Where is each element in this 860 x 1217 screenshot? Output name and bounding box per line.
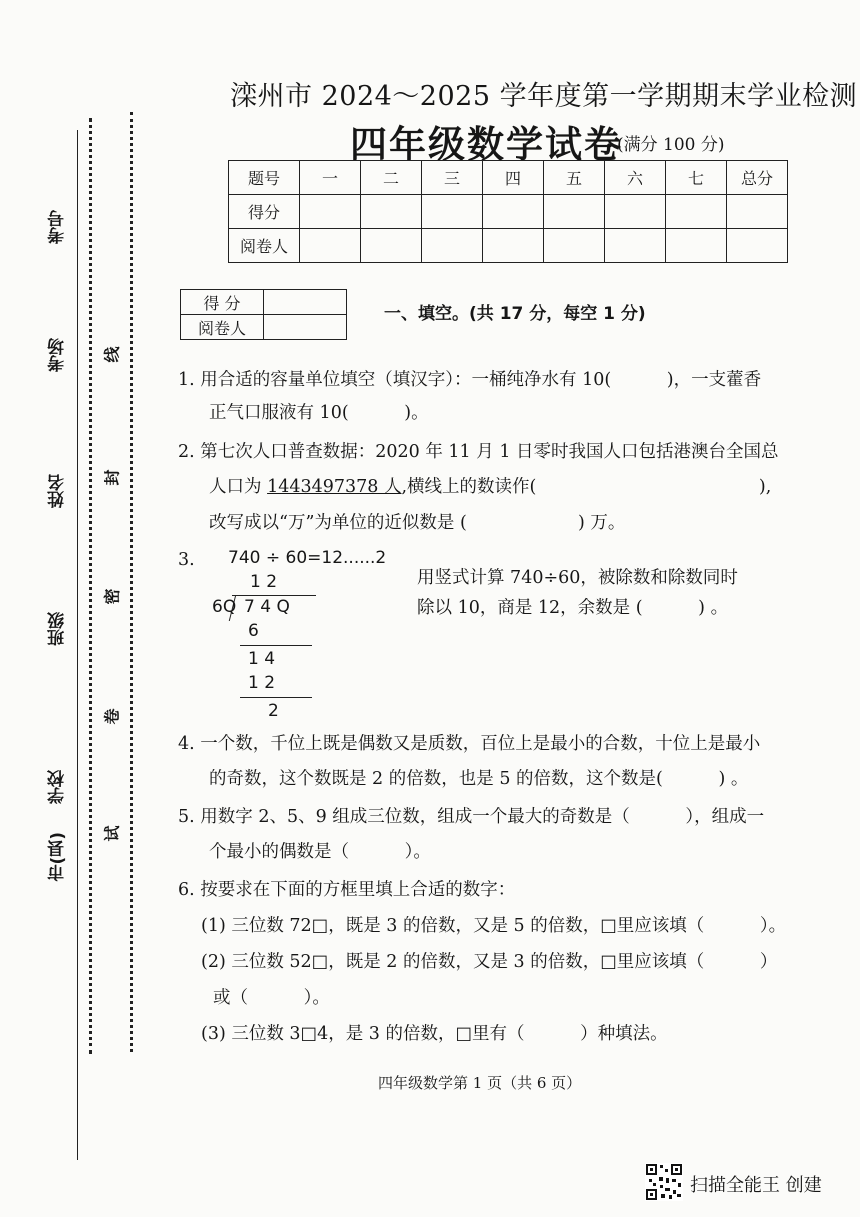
question-4-line1: 4. 一个数，千位上既是偶数又是质数，百位上是最小的合数，十位上是最小	[178, 734, 761, 754]
score-table-grader-row	[229, 229, 788, 263]
section-score-label: 得 分	[181, 290, 264, 315]
score-cell	[422, 195, 483, 229]
population-number: 1443497378 人	[267, 477, 402, 497]
grader-cell	[727, 229, 788, 263]
grader-cell	[605, 229, 666, 263]
score-col-6: 六	[605, 161, 666, 195]
score-col-total: 总分	[727, 161, 788, 195]
question-6-part3: (3) 三位数 3□4，是 3 的倍数，□里有（ ）种填法。	[201, 1024, 668, 1044]
grader-cell	[300, 229, 361, 263]
score-cell	[666, 195, 727, 229]
long-division-rule1	[240, 645, 312, 646]
label-class: 班级	[48, 612, 68, 646]
page-footer: 四年级数学第 1 页（共 6 页）	[378, 1074, 582, 1092]
division-equation: 740 ÷ 60=12......2	[228, 548, 387, 568]
score-cell	[727, 195, 788, 229]
question-2-suffix: ,横线上的数读作( ),	[401, 477, 772, 497]
grader-cell	[666, 229, 727, 263]
score-cell	[544, 195, 605, 229]
full-score-note: (满分 100 分)	[617, 135, 725, 155]
score-table	[228, 160, 788, 263]
question-2-prefix: 人口为	[209, 477, 268, 497]
question-3-label: 3.	[178, 550, 195, 570]
score-table-row-header: 阅卷人	[229, 229, 300, 263]
dotted-line-outer	[130, 112, 133, 1052]
question-1-line2: 正气口服液有 10( )。	[209, 403, 429, 423]
question-5-line2: 个最小的偶数是（ ）。	[209, 842, 431, 862]
question-3-text-line2: 除以 10，商是 12，余数是 ( ) 。	[417, 598, 729, 618]
score-col-2: 二	[361, 161, 422, 195]
label-exam-number: 考号	[48, 210, 68, 244]
question-2-line1: 2. 第七次人口普查数据：2020 年 11 月 1 日零时我国人口包括港澳台全国总	[178, 442, 779, 462]
score-cell	[361, 195, 422, 229]
score-cell	[605, 195, 666, 229]
seal-char-feng: 封	[100, 463, 123, 493]
question-6-part2: (2) 三位数 52□，既是 2 的倍数，又是 3 的倍数，□里应该填（ ）	[201, 952, 778, 972]
label-name: 姓名	[48, 474, 68, 508]
seal-char-mi: 密	[100, 582, 123, 612]
long-division-step2: 1 4	[248, 649, 276, 669]
long-division-step1: 6	[248, 621, 259, 641]
seal-char-juan: 卷	[100, 702, 123, 732]
exam-title-main: 四年级数学试卷	[350, 123, 623, 166]
question-4-line2: 的奇数，这个数既是 2 的倍数，也是 5 的倍数，这个数是( ) 。	[209, 769, 749, 789]
section-grader-cell	[264, 315, 347, 340]
seal-char-shi: 试	[100, 819, 123, 849]
question-6-part1: (1) 三位数 72□，既是 3 的倍数，又是 5 的倍数，□里应该填（ ）。	[201, 916, 787, 936]
long-division-rule2	[240, 697, 312, 698]
question-5-line1: 5. 用数字 2、5、9 组成三位数，组成一个最大的奇数是（ ），组成一	[178, 807, 765, 827]
section-grader-label: 阅卷人	[181, 315, 264, 340]
label-city-county: 市(县)	[48, 832, 68, 882]
question-1-line1: 1. 用合适的容量单位填空（填汉字）：一桶纯净水有 10( )，一支藿香	[178, 370, 762, 390]
score-table-row-header: 得分	[229, 195, 300, 229]
question-3-text-line1: 用竖式计算 740÷60，被除数和除数同时	[417, 568, 738, 588]
score-table-score-row	[229, 195, 788, 229]
grader-cell	[361, 229, 422, 263]
score-col-4: 四	[483, 161, 544, 195]
grader-cell	[483, 229, 544, 263]
long-division-bar	[232, 595, 316, 596]
dotted-line-inner	[89, 118, 92, 1054]
score-col-1: 一	[300, 161, 361, 195]
question-2-line3: 改写成以“万”为单位的近似数是 ( ) 万。	[209, 513, 626, 533]
exam-title-line1: 滦州市 2024～2025 学年度第一学期期末学业检测	[230, 81, 858, 112]
score-table-row-header: 题号	[229, 161, 300, 195]
question-6-line1: 6. 按要求在下面的方框里填上合适的数字：	[178, 880, 516, 900]
grader-cell	[422, 229, 483, 263]
score-col-7: 七	[666, 161, 727, 195]
grader-cell	[544, 229, 605, 263]
long-division-dividend: 7 4 Q	[244, 597, 290, 617]
score-col-5: 五	[544, 161, 605, 195]
question-6-part2-or: 或（ ）。	[213, 988, 330, 1008]
label-exam-room: 考场	[48, 338, 68, 372]
qr-code-icon	[645, 1163, 683, 1201]
seal-char-xian: 线	[100, 340, 123, 370]
score-table-header-row	[229, 161, 788, 195]
section-title: 一、填空。(共 17 分，每空 1 分)	[384, 304, 646, 324]
long-division-remainder: 2	[268, 701, 279, 721]
long-division-step3: 1 2	[248, 673, 276, 693]
question-2-line2	[209, 475, 771, 499]
scanner-watermark: 扫描全能王 创建	[690, 1175, 822, 1196]
long-division-divisor: 6Q	[212, 597, 237, 617]
section-grader-box	[180, 289, 347, 340]
long-division-quotient: 1 2	[250, 572, 278, 592]
score-cell	[300, 195, 361, 229]
label-school: 学校	[48, 770, 68, 804]
score-cell	[483, 195, 544, 229]
section-score-cell	[264, 290, 347, 315]
score-col-3: 三	[422, 161, 483, 195]
